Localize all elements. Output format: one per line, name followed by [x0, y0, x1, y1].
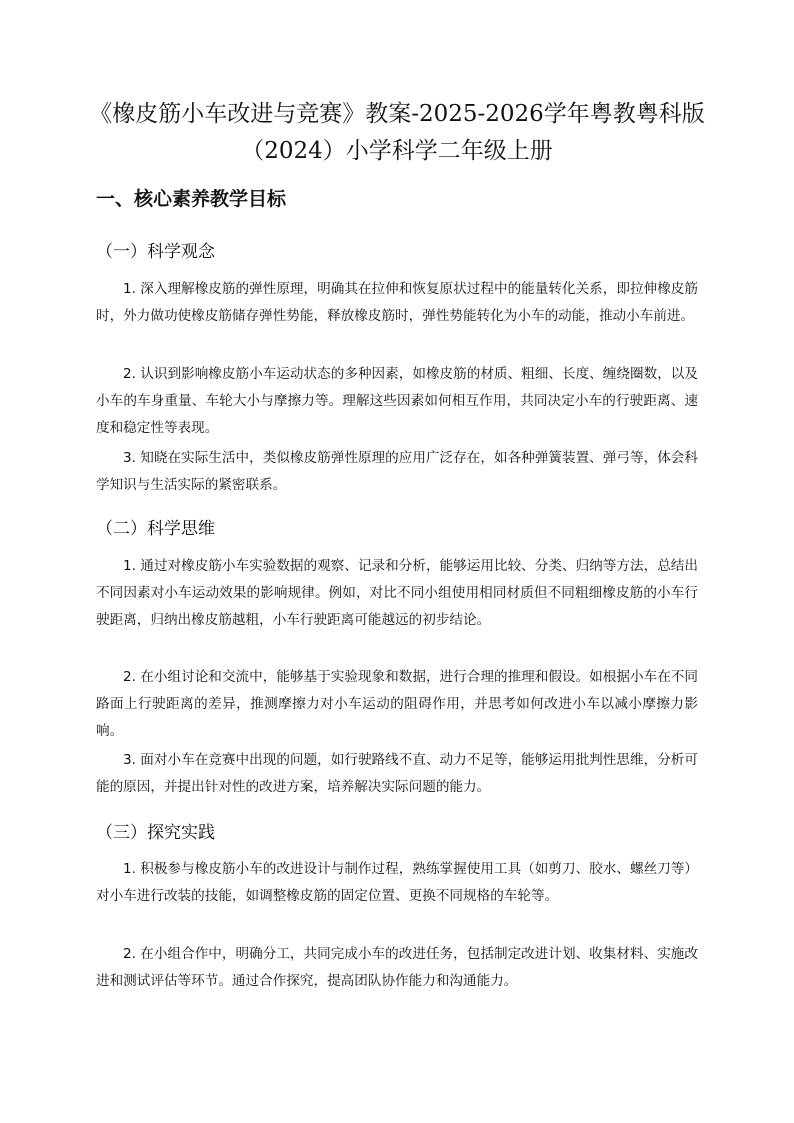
document-title: 《橡皮筋小车改进与竞赛》教案-2025-2026学年粤教粤科版（2024）小学科学二年级上册	[89, 101, 705, 164]
paragraph: 1. 通过对橡皮筋小车实验数据的观察、记录和分析，能够运用比较、分类、归纳等方法，总结出不同因素对小车运动效果的影响规律。例如，对比不同小组使用相同材质但不同粗细橡皮筋的小车行驶距离，归纳出橡皮筋越粗，小车行驶距离可能越远的初步结论。	[96, 558, 698, 628]
section-heading-core-literacy: 一、核心素养教学目标	[96, 188, 287, 210]
subsection-heading-inquiry-practice: （三）探究实践	[96, 823, 215, 843]
paragraph: 2. 在小组讨论和交流中，能够基于实验现象和数据，进行合理的推理和假设。如根据小车在不同路面上行驶距离的差异，推测摩擦力对小车运动的阻碍作用，并思考如何改进小车以减小摩擦力影响。	[96, 669, 698, 739]
paragraph: 1. 深入理解橡皮筋的弹性原理，明确其在拉伸和恢复原状过程中的能量转化关系，即拉伸橡皮筋时，外力做功使橡皮筋储存弹性势能，释放橡皮筋时，弹性势能转化为小车的动能，推动小车前进。	[96, 281, 698, 324]
paragraph: 1. 积极参与橡皮筋小车的改进设计与制作过程，熟练掌握使用工具（如剪刀、胶水、螺丝刀等）对小车进行改装的技能，如调整橡皮筋的固定位置、更换不同规格的车轮等。	[96, 861, 698, 904]
subsection-heading-scientific-thinking: （二）科学思维	[96, 519, 215, 539]
subsection-heading-science-concepts: （一）科学观念	[96, 242, 215, 262]
paragraph: 2. 认识到影响橡皮筋小车运动状态的多种因素，如橡皮筋的材质、粗细、长度、缠绕圈数，以及小车的车身重量、车轮大小与摩擦力等。理解这些因素如何相互作用，共同决定小车的行驶距离、速度和稳定性等表现。	[96, 366, 698, 436]
paragraph: 3. 知晓在实际生活中，类似橡皮筋弹性原理的应用广泛存在，如各种弹簧装置、弹弓等，体会科学知识与生活实际的紧密联系。	[96, 450, 698, 493]
paragraph: 3. 面对小车在竞赛中出现的问题，如行驶路线不直、动力不足等，能够运用批判性思维，分析可能的原因，并提出针对性的改进方案，培养解决实际问题的能力。	[96, 752, 698, 795]
paragraph: 2. 在小组合作中，明确分工，共同完成小车的改进任务，包括制定改进计划、收集材料、实施改进和测试评估等环节。通过合作探究，提高团队协作能力和沟通能力。	[96, 946, 698, 989]
